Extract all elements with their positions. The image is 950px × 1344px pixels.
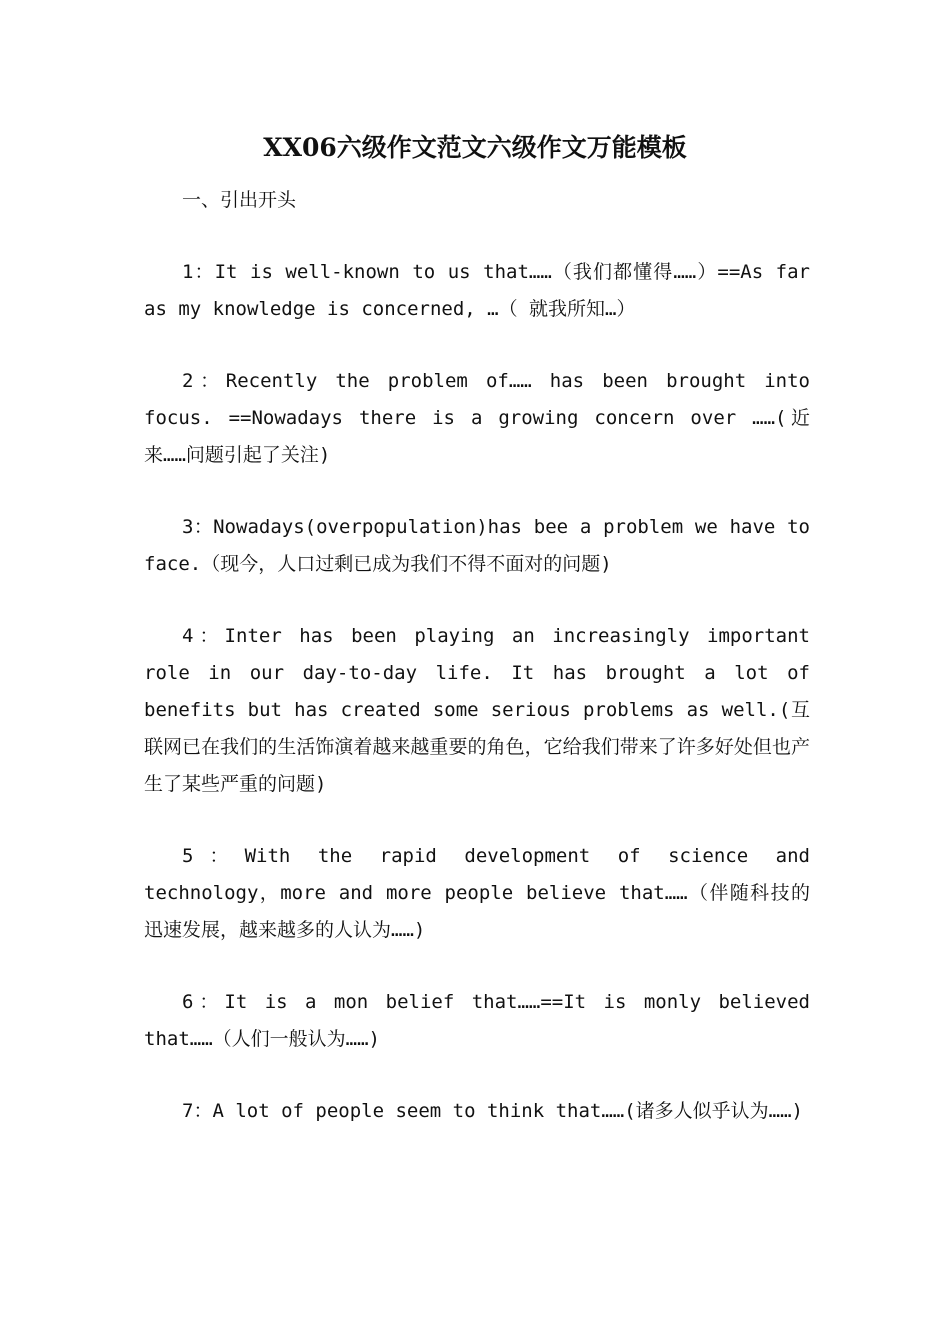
paragraph-item-4: 4：Inter has been playing an increasingly important role in our day-to-day life. It has brought a lot of benefits but has created some serious problems as well.(互联网已在我们的生活饰演着越来越重要的角色，它给我们带来了许多好处但也产生了某些严重的问题) <box>144 625 810 795</box>
document-title: XX06六级作文范文六级作文万能模板 <box>263 133 687 162</box>
paragraph-item-6: 6：It is a mon belief that……==It is monly believed that……（人们一般认为……) <box>144 991 810 1050</box>
paragraph-item-3: 3：Nowadays(overpopulation)has bee a problem we have to face.（现今，人口过剩已成为我们不得不面对的问题) <box>144 516 810 575</box>
paragraph-item-1: 1：It is well-known to us that……（我们都懂得……）==As far as my knowledge is concerned, …（ 就我所知…） <box>144 261 810 320</box>
paragraph-item-7: 7：A lot of people seem to think that……(诸多人似乎认为……) <box>182 1100 803 1122</box>
section-heading: 一、引出开头 <box>182 189 297 211</box>
document-body <box>144 182 810 1165</box>
paragraph-item-2: 2：Recently the problem of…… has been brought into focus. ==Nowadays there is a growing concern over ……(近来……问题引起了关注) <box>144 370 810 466</box>
paragraph-item-5: 5：With the rapid development of science and technology，more and more people believe that……（伴随科技的迅速发展，越来越多的人认为……) <box>144 845 810 941</box>
